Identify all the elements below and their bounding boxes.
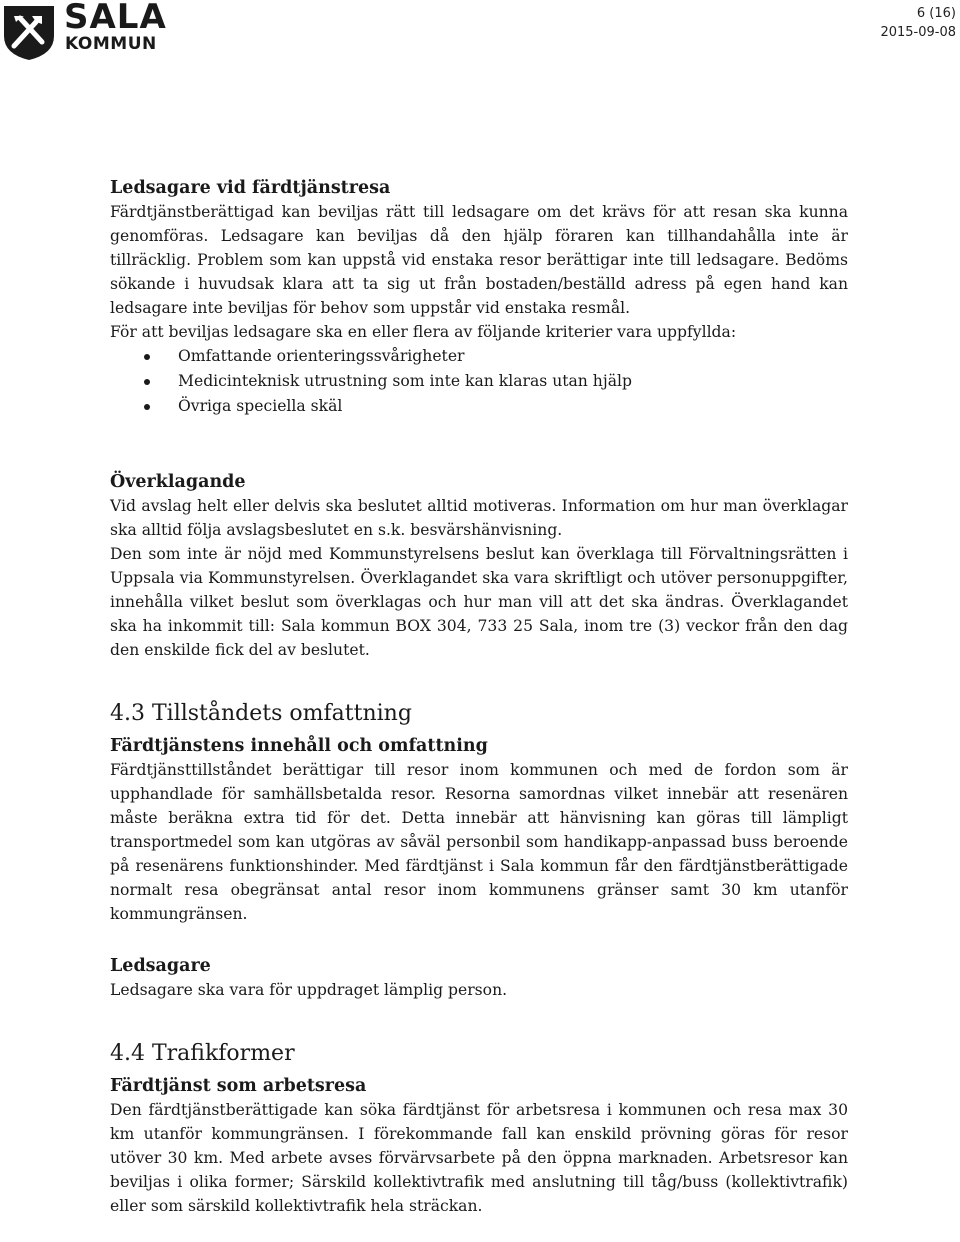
paragraph: Färdtjänstberättigad kan beviljas rätt till ledsagare om det krävs för att resan ska kunna genomföras. Ledsagare kan beviljas då den hjälp föraren kan tillhandahålla inte är tillräcklig. Problem som kan uppstå vid enstaka resor berättigar inte till ledsagare. Bedöms sökande i huvudsak klara att ta sig ut från bostaden/beställd adress på egen hand kan ledsagare inte beviljas för behov som uppstår vid enstaka resmål. [110, 203, 848, 317]
paragraph: Vid avslag helt eller delvis ska beslutet alltid motiveras. Information om hur man överklagar ska alltid följa avslagsbeslutet en s.k. besvärshänvisning. [110, 497, 848, 539]
sala-crest-icon [2, 2, 56, 62]
criteria-list [110, 344, 848, 419]
section-4-3 [110, 700, 848, 1002]
bullet-dot-icon [144, 354, 150, 360]
paragraph: Färdtjänsttillståndet berättigar till resor inom kommunen och med de fordon som är upphandlade för samhällsbetalda resor. Resorna samordnas vilket innebär att resenären måste beräkna extra tid för det. Detta innebär att hänvisning kan göras till lämpligt transportmedel som kan utgöras av såväl personbil som handikapp-anpassad buss beroende på resenärens funktionshinder. Med färdtjänst i Sala kommun får den färdtjänstberättigade normalt resa obegränsat antal resor inom kommunens gränser samt 30 km utanför kommungränsen. [110, 761, 848, 923]
section-ledsagare-fardtjanstresa [110, 176, 848, 419]
paragraph: För att beviljas ledsagare ska en eller flera av följande kriterier vara uppfyllda: [110, 323, 737, 341]
sub-heading: Färdtjänstens innehåll och omfattning [110, 736, 488, 756]
bullet-dot-icon [144, 404, 150, 410]
list-item-text: Omfattande orienteringssvårigheter [178, 347, 465, 365]
paragraph: Den som inte är nöjd med Kommunstyrelsens beslut kan överklaga till Förvaltningsrätten i Uppsala via Kommunstyrelsen. Överklagandet ska vara skriftligt och utöver personuppgifter, innehålla vilket beslut som överklagas och hur man vill att det ska ändras. Överklagandet ska ha inkommit till: Sala kommun BOX 304, 733 25 Sala, inom tre (3) veckor från den dag den enskilde fick del av beslutet. [110, 545, 848, 659]
page-number: 6 (16) [916, 6, 956, 21]
list-item-text: Medicinteknisk utrustning som inte kan klaras utan hjälp [178, 372, 632, 390]
chapter-heading: 4.3 Tillståndets omfattning [110, 701, 412, 726]
sala-kommun-logo [2, 0, 167, 62]
logo-subtitle: KOMMUN [65, 34, 157, 54]
list-item-text: Övriga speciella skäl [178, 397, 343, 415]
list-item [110, 369, 848, 394]
paragraph: Den färdtjänstberättigade kan söka färdtjänst för arbetsresa i kommunen och resa max 30 km utanför kommungränsen. I förekommande fall kan enskild prövning göras för resor utöver 30 km. Med arbete avses förvärvsarbete på den öppna marknaden. Arbetsresor kan beviljas i olika former; Särskild kollektivtrafik med anslutning till tåg/buss (kollektivtrafik) eller som särskild kollektivtrafik hela sträckan. [110, 1101, 848, 1215]
sub-heading: Färdtjänst som arbetsresa [110, 1076, 367, 1096]
section-heading: Ledsagare vid färdtjänstresa [110, 178, 391, 198]
chapter-heading: 4.4 Trafikformer [110, 1041, 295, 1066]
bullet-dot-icon [144, 379, 150, 385]
paragraph: Ledsagare ska vara för uppdraget lämplig person. [110, 981, 508, 999]
section-heading: Överklagande [110, 472, 246, 492]
document-date: 2015-09-08 [880, 25, 956, 40]
logo-name: SALA [64, 0, 167, 37]
section-overklagande [110, 470, 848, 662]
list-item [110, 394, 848, 419]
page-meta [880, 4, 956, 42]
section-4-4 [110, 1040, 848, 1218]
list-item [110, 344, 848, 369]
sub-heading: Ledsagare [110, 956, 211, 976]
